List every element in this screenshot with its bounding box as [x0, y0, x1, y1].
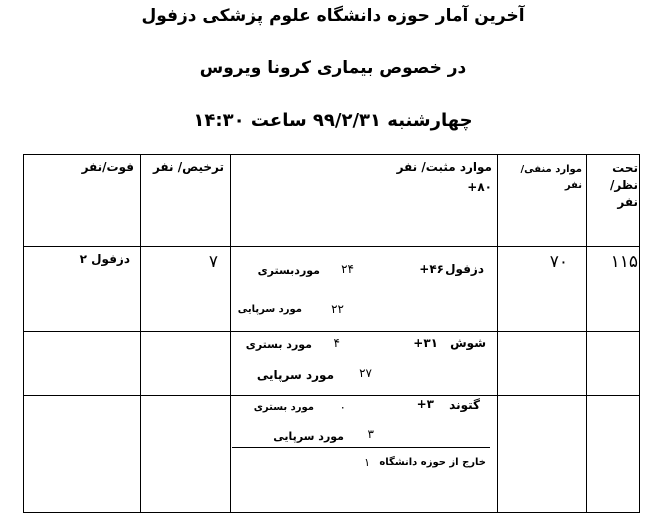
gotvand-outpatient-label: مورد سرپایی — [273, 430, 344, 443]
deaths-value: دزفول ۲ — [79, 252, 130, 266]
shush-outpatient-count: ۲۷ — [359, 366, 372, 380]
table-row-divider — [23, 395, 640, 396]
header-deaths: فوت/نفر — [81, 160, 134, 174]
header-under-observation: تحت نظر/ نفر — [609, 161, 638, 209]
shush-hospitalized-count: ۴ — [333, 336, 340, 350]
gotvand-positive-value: ۳+ — [416, 397, 434, 411]
header-positive-total: ۸۰+ — [467, 180, 492, 194]
under-observation-value: ۱۱۵ — [610, 252, 638, 272]
table-col-divider — [497, 154, 498, 513]
shush-hospitalized-label: مورد بستری — [245, 338, 312, 351]
dezful-hospitalized-count: ۲۴ — [341, 262, 354, 276]
table-col-divider — [586, 154, 587, 513]
dezful-positive-value: ۴۶+ — [419, 262, 444, 276]
header-negative: موارد منفی/ نفر — [520, 164, 582, 191]
dezful-label: دزفول — [445, 262, 484, 276]
gotvand-outpatient-count: ۳ — [367, 427, 374, 441]
table-row-divider — [23, 246, 640, 247]
gotvand-underline — [232, 447, 490, 448]
outside-university-label: خارج از حوزه دانشگاه — [379, 457, 486, 468]
report-subtitle: در خصوص بیماری کرونا ویروس — [199, 58, 467, 78]
shush-positive-value: ۳۱+ — [413, 336, 438, 350]
gotvand-hospitalized-label: مورد بستری — [253, 402, 314, 413]
negative-value: ۷۰ — [549, 252, 568, 272]
dezful-outpatient-label: مورد سرپایی — [237, 304, 302, 315]
report-datetime: چهارشنبه ۹۹/۲/۳۱ ساعت ۱۴:۳۰ — [193, 110, 473, 131]
shush-outpatient-label: مورد سرپایی — [256, 368, 334, 382]
discharged-value: ۷ — [208, 252, 218, 272]
dezful-hospitalized-label: موردبستری — [257, 264, 320, 277]
report-title: آخرین آمار حوزه دانشگاه علوم پزشکی دزفول — [141, 6, 525, 26]
header-discharged: ترخیص/ نفر — [152, 160, 224, 174]
table-row-divider — [23, 331, 640, 332]
dezful-outpatient-count: ۲۲ — [331, 302, 344, 316]
table-border-bottom — [23, 512, 640, 513]
gotvand-hospitalized-count: ۰ — [339, 400, 346, 414]
gotvand-label: گتوند — [449, 398, 480, 412]
shush-label: شوش — [450, 336, 486, 350]
table-col-divider — [140, 154, 141, 513]
outside-university-value: ۱ — [364, 456, 370, 469]
table-border-right — [639, 154, 640, 513]
table-border-left — [23, 154, 24, 513]
table-col-divider — [230, 154, 231, 513]
table-border-top — [23, 154, 640, 155]
header-positive: موارد مثبت/ نفر — [396, 160, 492, 174]
